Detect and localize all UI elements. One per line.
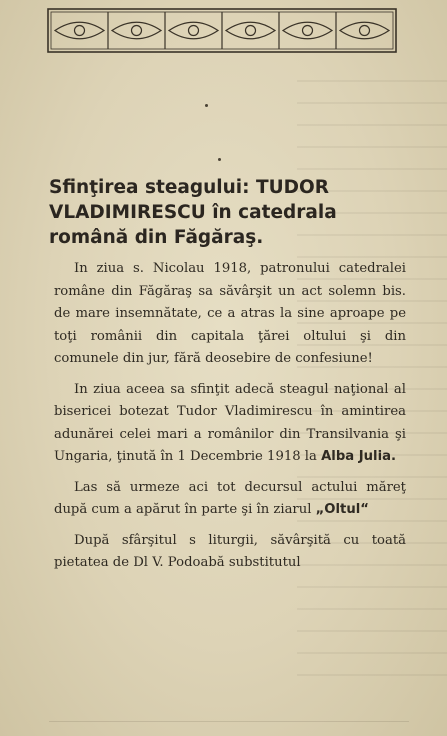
ornament-center — [189, 26, 199, 36]
ornament-center — [360, 26, 370, 36]
decorative-border-ornament — [47, 8, 397, 53]
paragraph-text: In ziua s. Nicolau 1918, patronului catedralei române din Făgăraş sa săvârşit un act solemn bis. de mare insemnătate, ce a atras la sine aproape pe toţi românii din capitala ţărei oltului şi din comunele din jur, fără deosebire de confesiune! — [54, 261, 406, 366]
article-title — [49, 175, 404, 250]
ornament-motif — [55, 22, 104, 39]
emphasized-newspaper-name: „Oltul“ — [315, 502, 369, 517]
paragraph — [54, 530, 406, 575]
paragraph — [54, 258, 406, 371]
title-line: VLADIMIRESCU în catedrala — [49, 202, 337, 223]
ornament-motif — [340, 22, 389, 39]
title-line: Sfinţirea steagului: TUDOR — [49, 177, 329, 198]
ornament-center — [75, 26, 85, 36]
ornament-motif — [226, 22, 275, 39]
ornament-center — [246, 26, 256, 36]
paragraph — [54, 379, 406, 469]
ornament-motif — [283, 22, 332, 39]
title-line: română din Făgăraş. — [49, 227, 264, 248]
paragraph-text: Las să urmeze aci tot decursul actului măreţ după cum a apărut în parte şi în ziarul — [54, 479, 406, 517]
article-body — [54, 258, 406, 583]
ornament-center — [132, 26, 142, 36]
emphasized-place-name: Alba Julia. — [321, 449, 396, 464]
paragraph — [54, 477, 406, 522]
ornament-motif — [112, 22, 161, 39]
print-speck — [218, 158, 221, 161]
paragraph-text: In ziua aceea sa sfinţit adecă steagul naţional al bisericei botezat Tudor Vladimirescu în amintirea adunărei celei mari a românilor din Transilvania şi Ungaria, ţinută în 1 Decembrie 1918 la — [54, 381, 406, 464]
ornament-motif — [169, 22, 218, 39]
ornament-center — [303, 26, 313, 36]
paragraph-text: După sfârşitul s liturgii, săvârşită cu toată pietatea de Dl V. Podoabă substitutul — [54, 532, 406, 570]
print-speck — [205, 104, 208, 107]
page-bottom-edge — [49, 721, 409, 722]
